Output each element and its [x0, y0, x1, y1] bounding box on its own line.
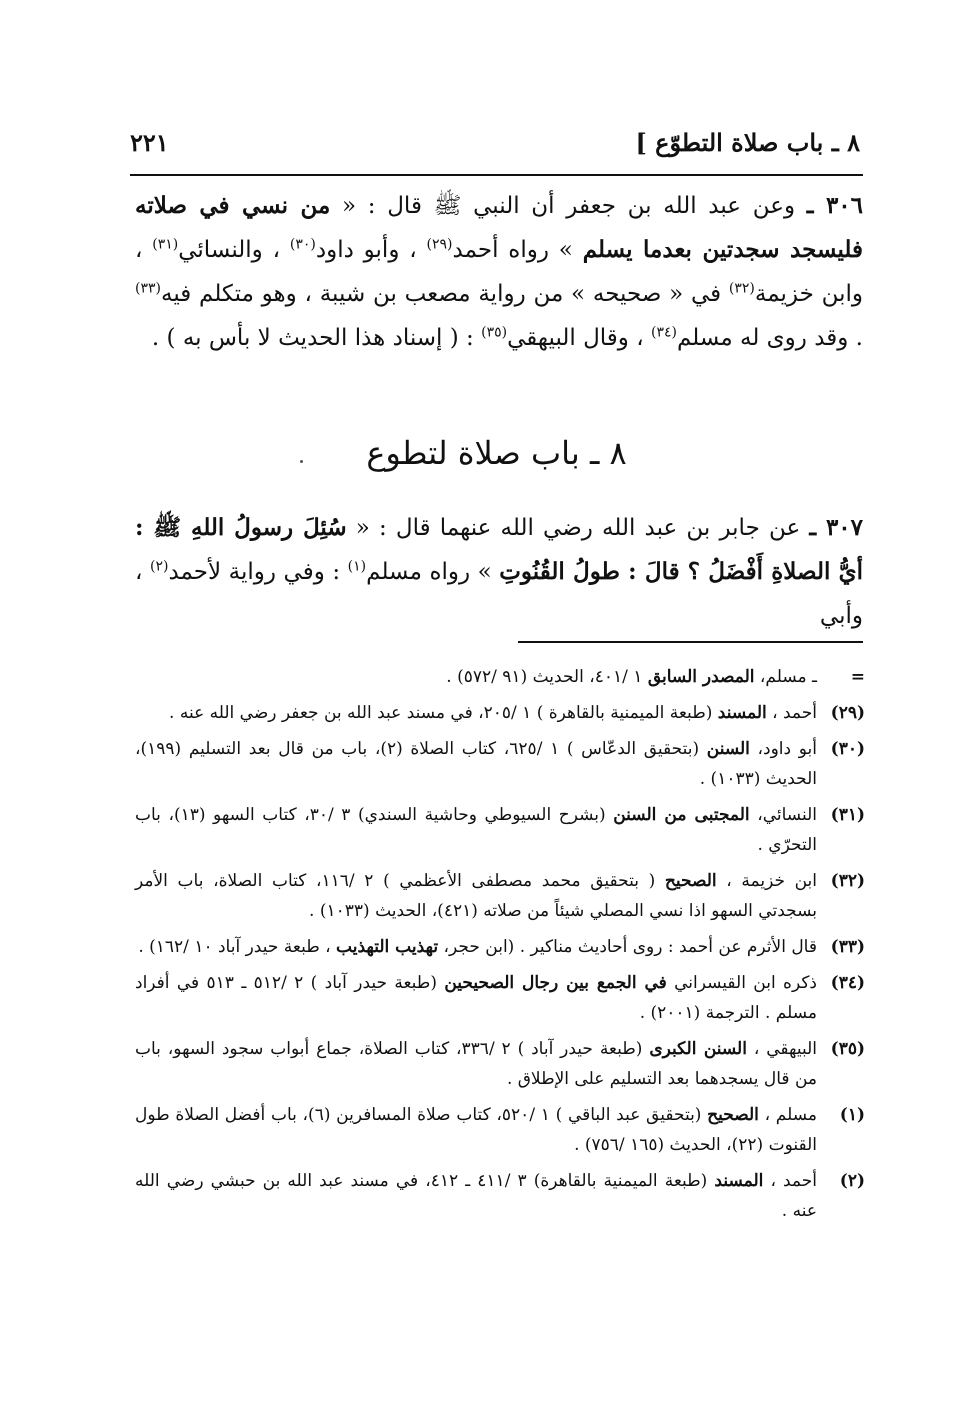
footnote-source-title: تهذيب التهذيب [336, 937, 439, 957]
footnote-text: ذكره ابن القيسراني [666, 973, 817, 993]
hadith-text: من نسي في صلاته فليسجد سجدتين بعدما يسلم [135, 192, 864, 263]
footnote-text: (طبعة الميمنية بالقاهرة ) ١ /٢٠٥، في مسند عبد الله بن جعفر رضي الله عنه . [169, 703, 718, 723]
footnote-number: (٣٥) [830, 1039, 865, 1059]
footnote [135, 662, 865, 692]
text-segment: ، والنسائي [178, 237, 290, 263]
footnote-source-title: الصحيح [707, 1105, 759, 1125]
footnote-number: (٣٢) [830, 871, 865, 891]
footnote-separator [518, 641, 863, 643]
speck [300, 460, 303, 463]
footnote-number: (٣١) [830, 805, 865, 825]
footnote-ref[interactable]: (٣٥) [481, 324, 508, 341]
text-segment: في « صحيحه » من رواية مصعب بن شيبة ، وهو متكلم فيه [160, 281, 729, 307]
footnote-source-title: المجتبى من السنن [613, 805, 750, 825]
footnote-source-title: المصدر السابق [647, 667, 755, 687]
footnote-text: (بشرح السيوطي وحاشية السندي) ٣ /٣٠، كتاب السهو (١٣)، باب التحرّي . [135, 805, 817, 855]
footnote-text: أحمد ، [763, 1171, 817, 1191]
footnote-text: (طبعة حيدر آباد ) ٢ /٣٣٦، كتاب الصلاة، جماع أبواب سجود السهو، باب من قال يسجدهما بعد التسليم على الإطلاق . [135, 1039, 817, 1089]
footnote-text: ـ مسلم، [754, 667, 817, 687]
hadith-text: سُئِلَ رسولُ اللهِ ﷺ : أيُّ الصلاةِ أَفْضَلُ ؟ قالَ : طولُ القُنُوتِ [135, 514, 863, 585]
footnote-source-title: المسند [714, 1171, 764, 1191]
footnote-source-title: المسند [717, 703, 767, 723]
running-title: ٨ ـ باب صلاة التطوّع ] [635, 128, 860, 157]
footnote-text: (بتحقيق عبد الباقي ) ١ /٥٢٠، كتاب صلاة المسافرين (٦)، باب أفضل الصلاة طول القنوت (٢٢)، الحديث (١٦٥ /٧٥٦) . [135, 1105, 817, 1155]
text-segment: ، وابن خزيمة [135, 237, 863, 307]
text-segment: » رواه أحمد [452, 237, 583, 263]
footnote-number: (٣٣) [830, 937, 865, 957]
footnote-number: = [850, 667, 865, 687]
footnote [135, 1166, 865, 1226]
footnote-text: (بتحقيق الدعّاس ) ١ /٦٢٥، كتاب الصلاة (٢)، باب من قال بعد التسليم (١٩٩)، الحديث (١٠٣٣) . [135, 739, 817, 789]
text-segment: ، وأبي [135, 559, 863, 629]
footnote-text: مسلم ، [758, 1105, 817, 1125]
footnote-ref[interactable]: (٣١) [152, 236, 179, 253]
footnote-source-title: السنن [706, 739, 750, 759]
footnote [135, 734, 865, 794]
text-segment: ، وأبو داود [315, 237, 427, 263]
hadith-number: ٣٠٦ ـ [806, 192, 864, 219]
footnote-ref[interactable]: (٣٢) [728, 280, 755, 297]
footnote-text: ابن خزيمة ، [716, 871, 818, 891]
footnote-number: (٣٤) [830, 973, 865, 993]
footnote-text: (طبعة الميمنية بالقاهرة) ٣ /٤١١ ـ ٤١٢، في مسند عبد الله بن حبشي رضي الله عنه . [135, 1171, 817, 1221]
footnote-ref[interactable]: (١) [347, 558, 367, 575]
footnote-ref[interactable]: (٣٣) [135, 280, 161, 297]
footnote [135, 1034, 865, 1094]
footnote-text: ( بتحقيق محمد مصطفى الأعظمي ) ٢ /١١٦، كتاب الصلاة، باب الأمر بسجدتي السهو اذا نسي المصلي شيئاً من صلاته (٤٢١)، الحديث (١٠٣٣) . [135, 871, 817, 921]
footnote-number: (٢) [839, 1171, 865, 1191]
footnote-ref[interactable]: (٢) [149, 558, 169, 575]
footnote-ref[interactable]: (٢٩) [426, 236, 453, 253]
chapter-title: ٨ ـ باب صلاة لتطوع [366, 434, 627, 472]
footnote [135, 866, 865, 926]
footnote-ref[interactable]: (٣٠) [289, 236, 316, 253]
text-segment: » رواه مسلم [366, 559, 500, 585]
footnote-number: (٢٩) [830, 703, 865, 723]
footnote-number: (٣٠) [830, 739, 865, 759]
text-segment: ، وقال البيهقي [507, 325, 651, 351]
text-segment: . وقد روى له مسلم [676, 325, 863, 351]
hadith-number: ٣٠٧ ـ [809, 514, 863, 541]
text-segment: : وفي رواية لأحمد [168, 559, 348, 585]
text-segment: : ( إسناد هذا الحديث لا بأس به ) . [151, 325, 482, 351]
footnote-text: ، طبعة حيدر آباد ١٠ /١٦٢) . [138, 937, 337, 957]
footnote-text: قال الأثرم عن أحمد : روى أحاديث مناكير . (ابن حجر، [438, 937, 817, 957]
footnote-text: النسائي، [749, 805, 817, 825]
footnote-source-title: الصحيح [664, 871, 717, 891]
hadith-307 [135, 506, 863, 638]
header-rule [130, 174, 863, 176]
footnote-source-title: السنن الكبرى [649, 1039, 747, 1059]
footnote-source-title: في الجمع بين رجال الصحيحين [444, 973, 667, 993]
hadith-intro: وعن عبد الله بن جعفر أن النبي ﷺ قال : « [330, 193, 807, 219]
footnotes-list [135, 662, 865, 1232]
hadith-306 [135, 184, 863, 360]
footnote-text: (طبعة حيدر آباد ) ٢ /٥١٢ ـ ٥١٣ في أفراد مسلم . الترجمة (٢٠٠١) . [135, 973, 817, 1023]
footnote [135, 1100, 865, 1160]
footnote-text: ١ /٤٠١، الحديث (٩١ /٥٧٢) . [446, 667, 648, 687]
footnote-text: البيهقي ، [746, 1039, 817, 1059]
footnote-text: أبو داود، [749, 739, 817, 759]
footnote-ref[interactable]: (٣٤) [650, 324, 677, 341]
page-number: ٢٢١ [130, 128, 169, 157]
footnote [135, 698, 865, 728]
page-header [130, 128, 860, 168]
hadith-intro: عن جابر بن عبد الله رضي الله عنهما قال : « [346, 515, 810, 541]
footnote [135, 800, 865, 860]
footnote-text: أحمد ، [766, 703, 817, 723]
footnote [135, 968, 865, 1028]
footnote-number: (١) [839, 1105, 865, 1125]
footnote [135, 932, 865, 962]
